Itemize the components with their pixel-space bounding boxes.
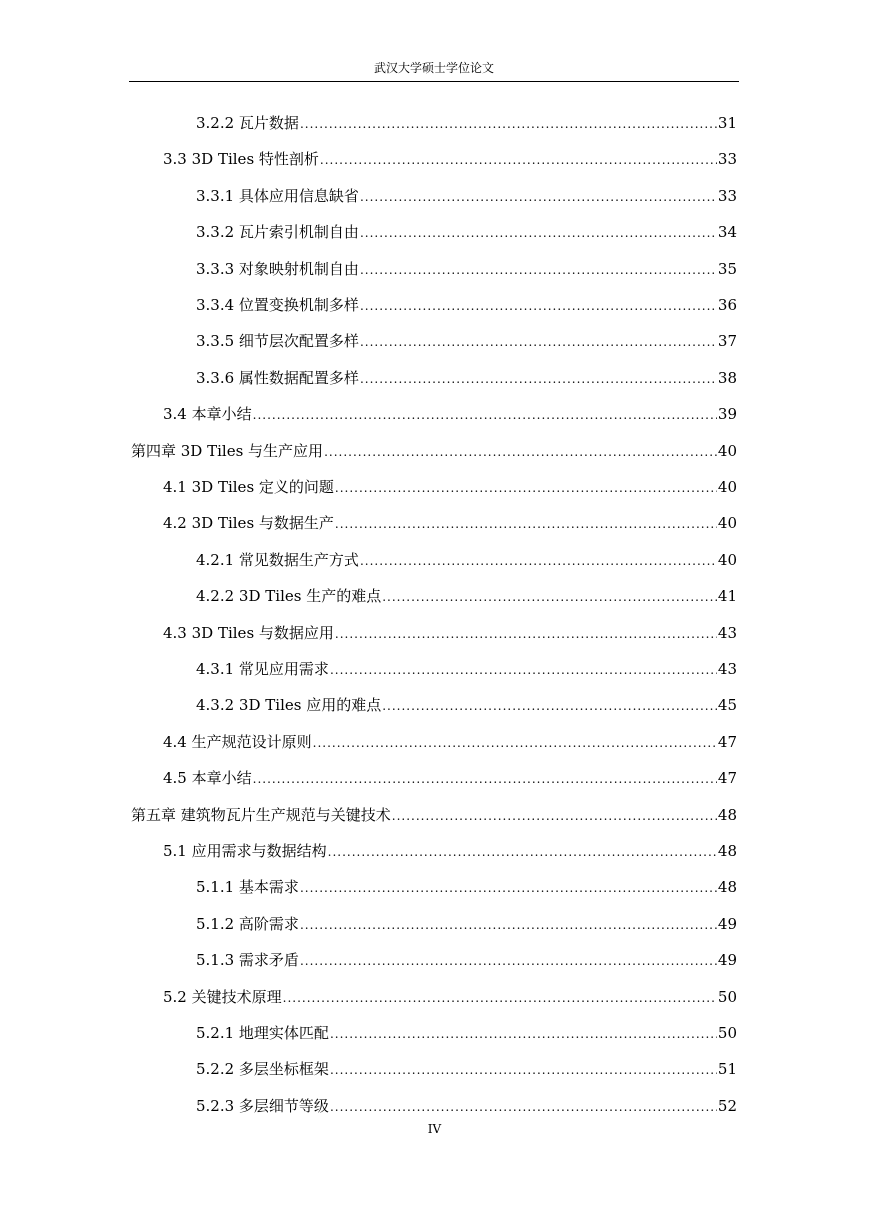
toc-dot-leader (300, 110, 717, 138)
toc-entry[interactable] (163, 983, 737, 1011)
toc-entry-page: 40 (717, 551, 737, 569)
toc-dot-leader (330, 1056, 717, 1084)
toc-entry-title: 3.3.1 具体应用信息缺省 (196, 187, 359, 205)
toc-dot-leader (330, 1093, 717, 1121)
toc-entry-title: 4.5 本章小结 (163, 769, 252, 787)
toc-entry[interactable] (196, 691, 737, 719)
toc-dot-leader (335, 620, 717, 648)
toc-entry-page: 47 (717, 769, 737, 787)
toc-entry[interactable] (196, 1092, 737, 1120)
toc-dot-leader (360, 256, 717, 284)
toc-entry-title: 4.2.1 常见数据生产方式 (196, 551, 359, 569)
toc-entry[interactable] (163, 728, 737, 756)
toc-entry-page: 48 (717, 806, 737, 824)
toc-dot-leader (360, 328, 717, 356)
toc-entry[interactable] (163, 473, 737, 501)
toc-entry[interactable] (196, 655, 737, 683)
toc-dot-leader (300, 874, 717, 902)
toc-entry-page: 31 (717, 114, 737, 132)
toc-dot-leader (360, 183, 717, 211)
toc-entry[interactable] (163, 619, 737, 647)
toc-entry-title: 第五章 建筑物瓦片生产规范与关键技术 (131, 806, 391, 824)
toc-entry[interactable] (163, 400, 737, 428)
toc-entry-page: 51 (717, 1060, 737, 1078)
toc-entry[interactable] (196, 946, 737, 974)
toc-entry[interactable] (196, 1055, 737, 1083)
toc-dot-leader (253, 765, 717, 793)
toc-entry[interactable] (196, 218, 737, 246)
toc-dot-leader (283, 984, 717, 1012)
toc-entry-page: 39 (717, 405, 737, 423)
toc-dot-leader (328, 838, 717, 866)
toc-entry-page: 40 (717, 442, 737, 460)
toc-entry[interactable] (196, 582, 737, 610)
toc-entry-page: 52 (717, 1097, 737, 1115)
toc-entry-title: 4.2 3D Tiles 与数据生产 (163, 514, 334, 532)
toc-entry-title: 4.2.2 3D Tiles 生产的难点 (196, 587, 382, 605)
toc-entry-title: 3.3.6 属性数据配置多样 (196, 369, 359, 387)
toc-dot-leader (330, 656, 717, 684)
toc-entry[interactable] (131, 437, 737, 465)
toc-entry[interactable] (163, 837, 737, 865)
toc-entry-title: 5.2.2 多层坐标框架 (196, 1060, 329, 1078)
toc-entry-page: 33 (717, 187, 737, 205)
toc-dot-leader (330, 1020, 717, 1048)
toc-entry-title: 4.4 生产规范设计原则 (163, 733, 312, 751)
toc-dot-leader (382, 583, 717, 611)
toc-entry-title: 4.3.1 常见应用需求 (196, 660, 329, 678)
toc-entry[interactable] (196, 291, 737, 319)
toc-entry-title: 3.2.2 瓦片数据 (196, 114, 299, 132)
toc-dot-leader (300, 911, 717, 939)
toc-entry-page: 43 (717, 660, 737, 678)
toc-entry-page: 40 (717, 478, 737, 496)
toc-dot-leader (335, 474, 717, 502)
toc-entry-title: 3.3.5 细节层次配置多样 (196, 332, 359, 350)
toc-entry-title: 3.3.2 瓦片索引机制自由 (196, 223, 359, 241)
toc-entry-page: 33 (717, 150, 737, 168)
toc-entry-page: 37 (717, 332, 737, 350)
toc-entry-title: 4.3.2 3D Tiles 应用的难点 (196, 696, 382, 714)
toc-entry-title: 5.1.1 基本需求 (196, 878, 299, 896)
toc-entry-page: 45 (717, 696, 737, 714)
page-number: IV (427, 1122, 442, 1136)
toc-entry-title: 5.2 关键技术原理 (163, 988, 282, 1006)
toc-entry-title: 5.2.1 地理实体匹配 (196, 1024, 329, 1042)
toc-entry[interactable] (196, 182, 737, 210)
toc-entry-title: 3.3 3D Tiles 特性剖析 (163, 150, 319, 168)
toc-entry[interactable] (196, 873, 737, 901)
toc-entry[interactable] (163, 764, 737, 792)
toc-entry-page: 43 (717, 624, 737, 642)
toc-dot-leader (313, 729, 717, 757)
toc-entry-page: 48 (717, 878, 737, 896)
toc-entry-title: 3.3.4 位置变换机制多样 (196, 296, 359, 314)
toc-entry-page: 40 (717, 514, 737, 532)
header-rule (129, 81, 739, 82)
toc-dot-leader (382, 692, 717, 720)
toc-entry-page: 38 (717, 369, 737, 387)
toc-entry[interactable] (131, 801, 737, 829)
toc-entry[interactable] (196, 109, 737, 137)
toc-dot-leader (300, 947, 717, 975)
toc-dot-leader (320, 146, 717, 174)
toc-entry-page: 50 (717, 988, 737, 1006)
toc-entry-title: 5.1 应用需求与数据结构 (163, 842, 327, 860)
toc-dot-leader (360, 292, 717, 320)
toc-entry-page: 48 (717, 842, 737, 860)
running-header: 武汉大学硕士学位论文 (373, 61, 494, 75)
toc-entry[interactable] (196, 255, 737, 283)
toc-dot-leader (335, 510, 717, 538)
toc-entry-page: 35 (717, 260, 737, 278)
toc-entry-page: 49 (717, 951, 737, 969)
toc-entry-title: 第四章 3D Tiles 与生产应用 (131, 442, 324, 460)
toc-entry-page: 49 (717, 915, 737, 933)
toc-entry[interactable] (196, 364, 737, 392)
toc-entry-title: 5.1.2 高阶需求 (196, 915, 299, 933)
toc-entry[interactable] (196, 1019, 737, 1047)
toc-dot-leader (360, 365, 717, 393)
toc-entry-title: 3.4 本章小结 (163, 405, 252, 423)
toc-entry-page: 36 (717, 296, 737, 314)
toc-entry[interactable] (163, 145, 737, 173)
toc-entry-title: 4.1 3D Tiles 定义的问题 (163, 478, 334, 496)
toc-entry[interactable] (163, 509, 737, 537)
toc-entry[interactable] (196, 546, 737, 574)
toc-entry-title: 3.3.3 对象映射机制自由 (196, 260, 359, 278)
toc-entry-title: 4.3 3D Tiles 与数据应用 (163, 624, 334, 642)
toc-entry-title: 5.2.3 多层细节等级 (196, 1097, 329, 1115)
toc-dot-leader (360, 547, 717, 575)
toc-dot-leader (324, 438, 717, 466)
toc-entry[interactable] (196, 327, 737, 355)
toc-dot-leader (392, 802, 717, 830)
toc-entry[interactable] (196, 910, 737, 938)
toc-entry-page: 41 (717, 587, 737, 605)
toc-dot-leader (253, 401, 717, 429)
toc-dot-leader (360, 219, 717, 247)
toc-entry-title: 5.1.3 需求矛盾 (196, 951, 299, 969)
toc-entry-page: 50 (717, 1024, 737, 1042)
toc-entry-page: 34 (717, 223, 737, 241)
toc-entry-page: 47 (717, 733, 737, 751)
